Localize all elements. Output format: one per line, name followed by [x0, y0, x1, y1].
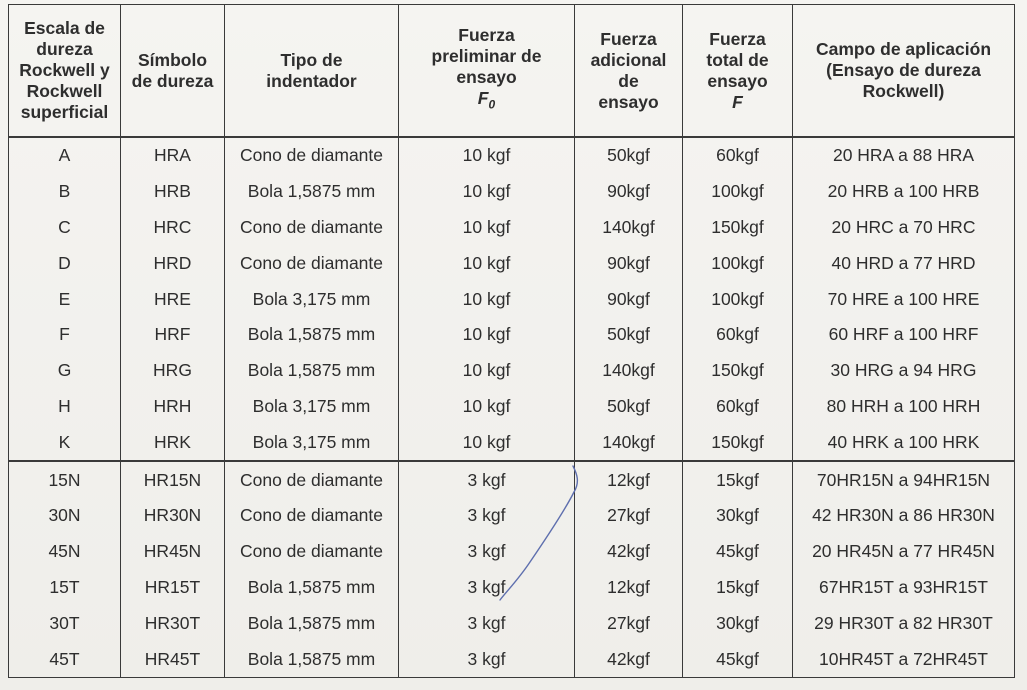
header-line: Rockwell) [862, 81, 945, 101]
cell-preliminary-force: 10 kgf [399, 424, 575, 461]
cell-additional-force: 50kgf [575, 317, 683, 353]
cell-symbol: HRD [121, 245, 225, 281]
table-row [9, 210, 1015, 246]
cell-symbol: HR45T [121, 641, 225, 677]
cell-symbol: HR15N [121, 461, 225, 498]
cell-indenter: Bola 3,175 mm [225, 281, 399, 317]
cell-application-range: 30 HRG a 94 HRG [793, 353, 1015, 389]
cell-preliminary-force: 10 kgf [399, 174, 575, 210]
cell-total-force: 30kgf [683, 605, 793, 641]
cell-total-force: 60kgf [683, 317, 793, 353]
cell-indenter: Bola 1,5875 mm [225, 605, 399, 641]
cell-additional-force: 50kgf [575, 137, 683, 174]
cell-scale: G [9, 353, 121, 389]
header-line: preliminar de [431, 46, 542, 67]
header-line: de dureza [131, 70, 214, 91]
header-total-force [683, 5, 793, 138]
cell-scale: 45N [9, 534, 121, 570]
table-row [9, 461, 1015, 498]
header-line: Símbolo [137, 49, 208, 70]
cell-scale: 30N [9, 498, 121, 534]
table-row [9, 281, 1015, 317]
cell-total-force: 100kgf [683, 281, 793, 317]
cell-preliminary-force: 10 kgf [399, 317, 575, 353]
header-line: adicional [590, 49, 667, 70]
cell-total-force: 45kgf [683, 534, 793, 570]
cell-indenter: Bola 1,5875 mm [225, 353, 399, 389]
force-symbol: F [732, 91, 743, 112]
table-row [9, 137, 1015, 174]
cell-additional-force: 42kgf [575, 641, 683, 677]
table-row [9, 389, 1015, 425]
cell-scale: 15N [9, 461, 121, 498]
cell-application-range: 60 HRF a 100 HRF [793, 317, 1015, 353]
cell-symbol: HRA [121, 137, 225, 174]
cell-application-range: 29 HR30T a 82 HR30T [793, 605, 1015, 641]
cell-total-force: 150kgf [683, 210, 793, 246]
header-line: ensayo [707, 70, 768, 91]
cell-symbol: HRG [121, 353, 225, 389]
cell-additional-force: 140kgf [575, 210, 683, 246]
cell-total-force: 60kgf [683, 137, 793, 174]
cell-symbol: HRB [121, 174, 225, 210]
cell-indenter: Cono de diamante [225, 210, 399, 246]
cell-application-range: 80 HRH a 100 HRH [793, 389, 1015, 425]
cell-symbol: HRK [121, 424, 225, 461]
cell-additional-force: 12kgf [575, 570, 683, 606]
header-line: Campo de aplicación [815, 39, 992, 59]
table-row [9, 570, 1015, 606]
cell-application-range: 67HR15T a 93HR15T [793, 570, 1015, 606]
header-indenter [225, 5, 399, 138]
cell-total-force: 150kgf [683, 424, 793, 461]
cell-scale: B [9, 174, 121, 210]
header-line: Rockwell [26, 81, 103, 101]
cell-additional-force: 90kgf [575, 281, 683, 317]
header-application-range [793, 5, 1015, 138]
header-line: (Ensayo de dureza [826, 60, 981, 80]
cell-application-range: 20 HRC a 70 HRC [793, 210, 1015, 246]
header-preliminary-force [399, 5, 575, 138]
cell-preliminary-force: 10 kgf [399, 389, 575, 425]
cell-symbol: HR30N [121, 498, 225, 534]
cell-preliminary-force: 3 kgf [399, 461, 575, 498]
cell-additional-force: 90kgf [575, 174, 683, 210]
cell-application-range: 40 HRD a 77 HRD [793, 245, 1015, 281]
cell-total-force: 15kgf [683, 461, 793, 498]
cell-total-force: 15kgf [683, 570, 793, 606]
cell-additional-force: 140kgf [575, 424, 683, 461]
cell-application-range: 70 HRE a 100 HRE [793, 281, 1015, 317]
cell-total-force: 100kgf [683, 245, 793, 281]
header-line: Escala de [24, 18, 105, 38]
cell-scale: H [9, 389, 121, 425]
force-symbol-subscript: 0 [488, 97, 496, 112]
cell-scale: A [9, 137, 121, 174]
cell-symbol: HRC [121, 210, 225, 246]
cell-additional-force: 42kgf [575, 534, 683, 570]
header-line: dureza [36, 39, 93, 59]
header-line: superficial [20, 102, 109, 122]
cell-total-force: 45kgf [683, 641, 793, 677]
cell-preliminary-force: 3 kgf [399, 641, 575, 677]
cell-additional-force: 50kgf [575, 389, 683, 425]
cell-total-force: 60kgf [683, 389, 793, 425]
header-line: total de [706, 49, 769, 70]
cell-indenter: Cono de diamante [225, 245, 399, 281]
cell-preliminary-force: 10 kgf [399, 137, 575, 174]
cell-total-force: 30kgf [683, 498, 793, 534]
table-row [9, 424, 1015, 461]
cell-indenter: Bola 3,175 mm [225, 389, 399, 425]
header-line: indentador [266, 70, 357, 91]
cell-additional-force: 27kgf [575, 605, 683, 641]
header-scale [9, 5, 121, 138]
cell-indenter: Cono de diamante [225, 498, 399, 534]
cell-preliminary-force: 10 kgf [399, 210, 575, 246]
cell-symbol: HR15T [121, 570, 225, 606]
cell-indenter: Bola 1,5875 mm [225, 641, 399, 677]
cell-application-range: 42 HR30N a 86 HR30N [793, 498, 1015, 534]
cell-symbol: HR45N [121, 534, 225, 570]
cell-application-range: 10HR45T a 72HR45T [793, 641, 1015, 677]
cell-application-range: 40 HRK a 100 HRK [793, 424, 1015, 461]
cell-application-range: 20 HR45N a 77 HR45N [793, 534, 1015, 570]
cell-indenter: Bola 1,5875 mm [225, 570, 399, 606]
header-row [9, 5, 1015, 138]
cell-preliminary-force: 3 kgf [399, 498, 575, 534]
cell-preliminary-force: 10 kgf [399, 245, 575, 281]
cell-scale: F [9, 317, 121, 353]
table-body [9, 137, 1015, 677]
table-row [9, 498, 1015, 534]
cell-scale: K [9, 424, 121, 461]
cell-additional-force: 90kgf [575, 245, 683, 281]
cell-scale: 30T [9, 605, 121, 641]
cell-additional-force: 140kgf [575, 353, 683, 389]
header-line: Rockwell y [19, 60, 110, 80]
cell-indenter: Cono de diamante [225, 461, 399, 498]
cell-total-force: 150kgf [683, 353, 793, 389]
cell-indenter: Bola 3,175 mm [225, 424, 399, 461]
table-header [9, 5, 1015, 138]
cell-additional-force: 27kgf [575, 498, 683, 534]
cell-total-force: 100kgf [683, 174, 793, 210]
cell-application-range: 70HR15N a 94HR15N [793, 461, 1015, 498]
header-line: ensayo [456, 67, 517, 88]
header-line: ensayo [598, 91, 659, 112]
cell-symbol: HRF [121, 317, 225, 353]
cell-scale: E [9, 281, 121, 317]
cell-indenter: Cono de diamante [225, 137, 399, 174]
cell-indenter: Bola 1,5875 mm [225, 174, 399, 210]
header-symbol-line [399, 88, 574, 116]
cell-preliminary-force: 3 kgf [399, 534, 575, 570]
header-line: Fuerza [709, 28, 766, 49]
cell-preliminary-force: 10 kgf [399, 353, 575, 389]
cell-preliminary-force: 10 kgf [399, 281, 575, 317]
cell-symbol: HRH [121, 389, 225, 425]
cell-symbol: HRE [121, 281, 225, 317]
cell-application-range: 20 HRA a 88 HRA [793, 137, 1015, 174]
table-row [9, 245, 1015, 281]
table-row [9, 174, 1015, 210]
cell-scale: 45T [9, 641, 121, 677]
cell-preliminary-force: 3 kgf [399, 570, 575, 606]
cell-preliminary-force: 3 kgf [399, 605, 575, 641]
cell-indenter: Cono de diamante [225, 534, 399, 570]
header-line: Fuerza [458, 25, 515, 46]
table-row [9, 605, 1015, 641]
cell-application-range: 20 HRB a 100 HRB [793, 174, 1015, 210]
header-symbol [121, 5, 225, 138]
header-line: de [618, 70, 639, 91]
table-row [9, 317, 1015, 353]
cell-additional-force: 12kgf [575, 461, 683, 498]
header-additional-force [575, 5, 683, 138]
cell-scale: C [9, 210, 121, 246]
header-line: Fuerza [600, 28, 657, 49]
table-row [9, 641, 1015, 677]
table-row [9, 534, 1015, 570]
cell-scale: D [9, 245, 121, 281]
table-row [9, 353, 1015, 389]
header-symbol-line [683, 92, 792, 113]
header-line: Tipo de [280, 49, 343, 70]
force-symbol: F [477, 88, 489, 109]
rockwell-hardness-table [8, 4, 1015, 678]
cell-symbol: HR30T [121, 605, 225, 641]
cell-indenter: Bola 1,5875 mm [225, 317, 399, 353]
cell-scale: 15T [9, 570, 121, 606]
